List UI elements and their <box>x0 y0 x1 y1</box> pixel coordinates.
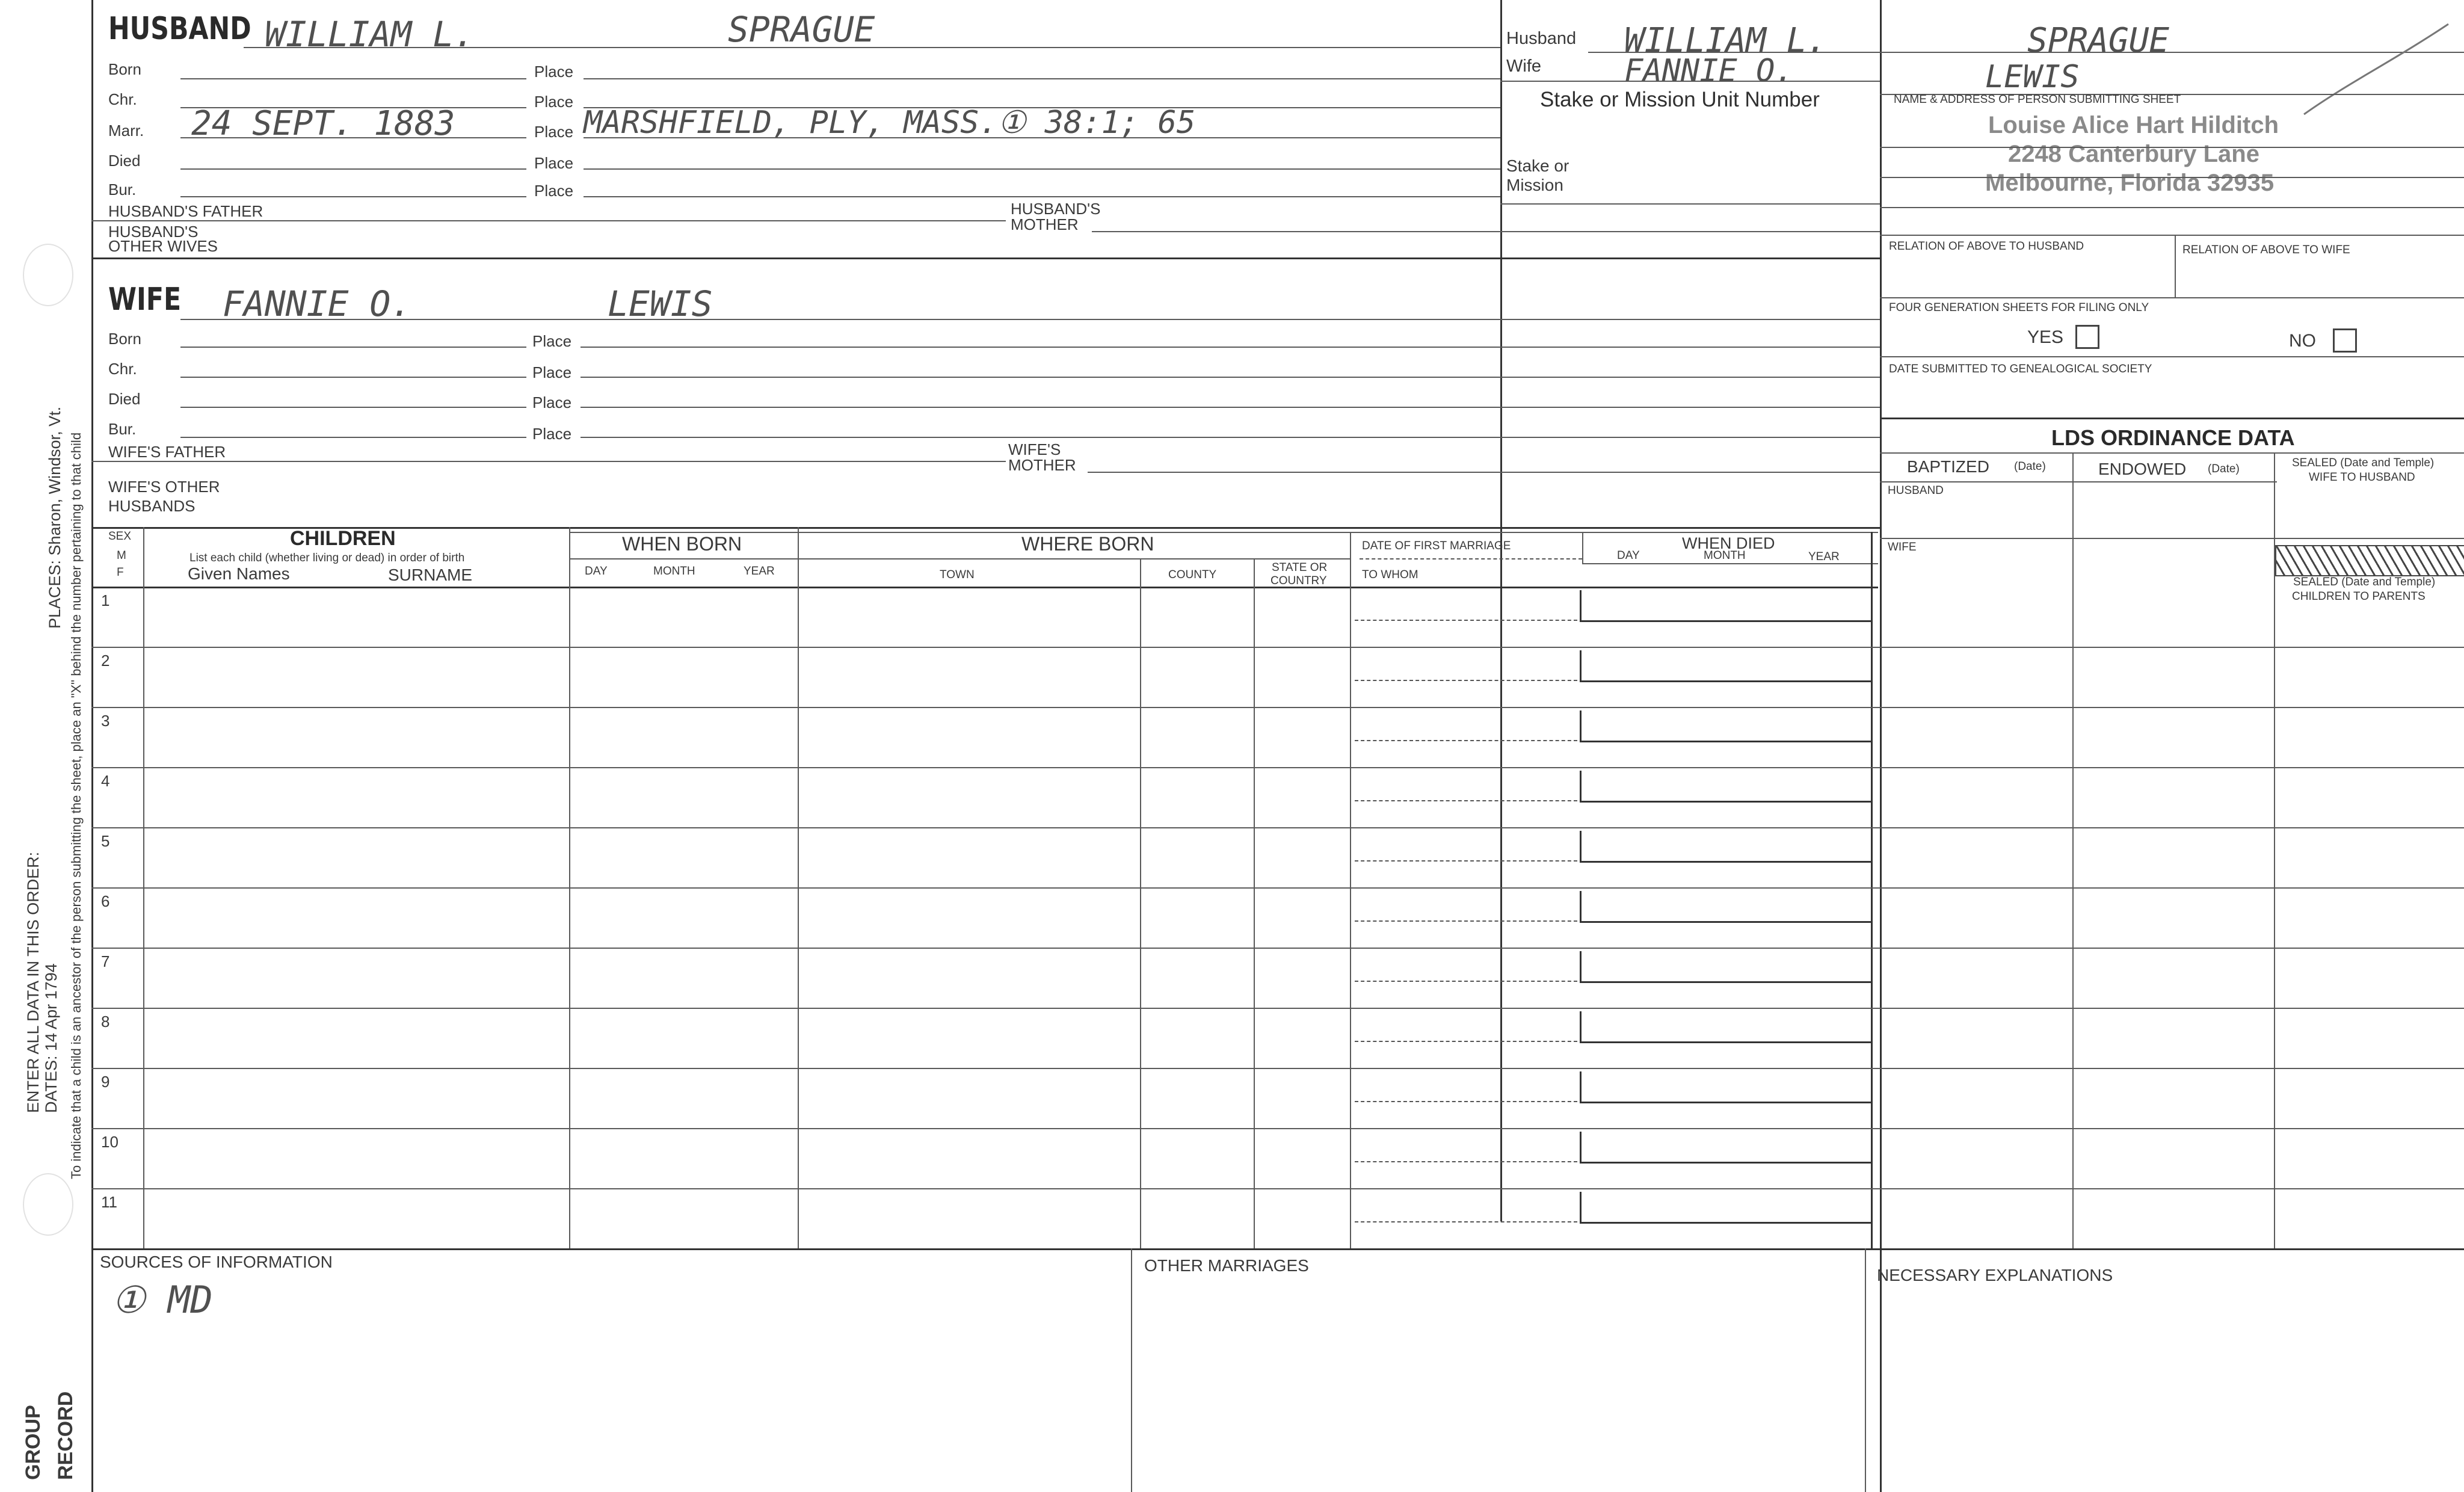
surname-label: SURNAME <box>388 566 473 584</box>
side-instruction-dates: DATES: 14 Apr 1794 <box>42 963 60 1113</box>
marriage-date-dash <box>1355 981 1577 982</box>
wife-father-line <box>91 461 1006 462</box>
binder-hole-icon <box>23 244 73 306</box>
child-row-rule <box>91 827 2464 828</box>
husband-mother-line <box>1092 231 1880 232</box>
died-box-bottom <box>1580 680 1871 682</box>
husband-marr-line <box>180 137 526 138</box>
col-died-header <box>1582 532 1583 563</box>
right-husband-given: WILLIAM L. <box>1624 21 1828 60</box>
child-row-number: 8 <box>101 1013 110 1031</box>
submitter-label: NAME & ADDRESS OF PERSON SUBMITTING SHEET <box>1894 93 2181 106</box>
born-year-label: YEAR <box>744 565 775 578</box>
endowed-label: ENDOWED <box>2098 460 2187 478</box>
died-box-left <box>1580 1132 1582 1162</box>
husband-marr-label: Marr. <box>108 122 144 140</box>
submitter-name: Louise Alice Hart Hilditch <box>1988 112 2279 138</box>
husband-born-label: Born <box>108 60 141 78</box>
wife-name-line <box>180 319 1880 320</box>
husband-other-wives-2: OTHER WIVES <box>108 237 218 255</box>
yes-label: YES <box>2027 327 2064 347</box>
died-box-bottom <box>1580 981 1871 983</box>
died-box-bottom <box>1580 1162 1871 1164</box>
child-row-number: 10 <box>101 1133 119 1151</box>
bottom-divider-1 <box>1131 1248 1132 1492</box>
child-row-number: 9 <box>101 1073 110 1091</box>
died-box-bottom <box>1580 620 1871 622</box>
child-row-rule <box>91 1008 2464 1009</box>
col-county <box>1254 558 1255 1248</box>
where-born-label: WHERE BORN <box>1021 533 1154 555</box>
relation-husband-label: RELATION OF ABOVE TO HUSBAND <box>1889 240 2084 253</box>
sex-m-label: M <box>117 549 126 562</box>
died-day-label: DAY <box>1617 549 1640 562</box>
died-box-bottom <box>1580 1102 1871 1103</box>
child-row-rule <box>91 948 2464 949</box>
submitter-line-3 <box>1880 207 2464 208</box>
husband-marriage-place: MARSHFIELD, PLY, MASS.① 38:1; 65 <box>584 105 1196 141</box>
baptized-label: BAPTIZED <box>1907 457 1989 476</box>
sealed-wife-label-2: WIFE TO HUSBAND <box>2309 471 2415 484</box>
yes-checkbox[interactable] <box>2075 325 2099 349</box>
lds-row-wife: WIFE <box>1888 541 1917 553</box>
form-title-line2: RECORD <box>54 1391 77 1480</box>
county-label: COUNTY <box>1168 569 1217 581</box>
died-box-bottom <box>1580 801 1871 803</box>
side-instruction-places: PLACES: Sharon, Windsor, Vt. <box>46 406 64 629</box>
died-box-bottom <box>1580 1041 1871 1043</box>
husband-born-place-label: Place <box>534 63 574 81</box>
died-box-left <box>1580 891 1582 921</box>
children-header-top <box>570 532 1878 533</box>
sex-label: SEX <box>108 530 132 543</box>
children-table-bottom <box>91 1248 2464 1250</box>
four-gen-bottom-line <box>1880 356 2464 357</box>
wife-bur-line <box>180 437 526 438</box>
died-box-left <box>1580 951 1582 981</box>
husband-bur-label: Bur. <box>108 180 137 199</box>
husband-bur-place-label: Place <box>534 182 574 200</box>
marriage-date-dash <box>1355 740 1577 741</box>
wife-other-husbands-2: HUSBANDS <box>108 497 196 515</box>
wife-bur-place-label: Place <box>532 425 572 443</box>
marriage-date-dash <box>1355 620 1577 621</box>
lds-top-line <box>1880 418 2464 419</box>
state-label-2: COUNTRY <box>1270 575 1327 587</box>
sources-value: ① MD <box>112 1278 213 1322</box>
husband-chr-place-label: Place <box>534 93 574 111</box>
relation-bottom-line <box>1880 297 2464 298</box>
four-gen-label: FOUR GENERATION SHEETS FOR FILING ONLY <box>1889 301 2149 314</box>
child-row-rule <box>91 647 2464 648</box>
pen-stroke-mark <box>2298 18 2454 120</box>
child-row-rule <box>91 1188 2464 1189</box>
children-header-bottom <box>91 587 1878 588</box>
stake-unit-label: Stake or Mission Unit Number <box>1540 88 1820 111</box>
right-husband-surname: SPRAGUE <box>2027 21 2170 60</box>
died-box-left <box>1580 711 1582 741</box>
sealed-children-label-1: SEALED (Date and Temple) <box>2293 576 2436 588</box>
when-died-label: WHEN DIED <box>1682 534 1775 552</box>
died-box-bottom <box>1580 861 1871 863</box>
born-day-label: DAY <box>585 565 608 578</box>
wife-born-label: Born <box>108 330 141 348</box>
endowed-date-label: (Date) <box>2208 463 2240 475</box>
died-header-split <box>1582 563 1878 564</box>
children-subheading: List each child (whether living or dead) in order of birth <box>189 552 465 564</box>
child-row-rule <box>91 1068 2464 1069</box>
where-born-split <box>798 558 1350 560</box>
lds-row-husband: HUSBAND <box>1888 484 1944 497</box>
husband-died-place-label: Place <box>534 154 574 172</box>
child-row-number: 5 <box>101 832 110 850</box>
col-state <box>1350 532 1351 1248</box>
town-label: TOWN <box>940 569 975 581</box>
husband-surname: SPRAGUE <box>728 9 875 50</box>
submitter-city: Melbourne, Florida 32935 <box>1985 170 2275 196</box>
husband-father-line <box>91 220 1006 221</box>
marriage-date-dash <box>1355 800 1577 801</box>
died-box-left <box>1580 590 1582 620</box>
stake-label-2: Mission <box>1506 176 1563 194</box>
died-box-bottom <box>1580 741 1871 742</box>
wife-born-place-line <box>581 347 1880 348</box>
died-month-label: MONTH <box>1704 549 1746 562</box>
died-box-left <box>1580 831 1582 861</box>
husband-mother-label-1: HUSBAND'S <box>1011 200 1101 218</box>
right-husband-label: Husband <box>1506 29 1577 48</box>
wife-born-place-label: Place <box>532 332 572 350</box>
other-marriages-label: OTHER MARRIAGES <box>1144 1256 1309 1275</box>
died-box-bottom <box>1580 921 1871 923</box>
husband-born-place-line <box>584 78 1500 79</box>
died-box-left <box>1580 650 1582 680</box>
husband-died-line <box>180 168 526 170</box>
wife-other-husbands-1: WIFE'S OTHER <box>108 478 220 496</box>
wife-mother-line <box>1088 472 1880 473</box>
state-label-1: STATE OR <box>1272 561 1328 574</box>
husband-father-label: HUSBAND'S FATHER <box>108 202 263 220</box>
born-month-label: MONTH <box>653 565 695 578</box>
baptized-date-label: (Date) <box>2014 460 2046 473</box>
children-heading: CHILDREN <box>290 527 396 550</box>
died-box-left <box>1580 771 1582 801</box>
child-row-number: 11 <box>101 1193 117 1211</box>
hatched-blocked-cell <box>2275 545 2464 576</box>
sex-f-label: F <box>117 566 124 579</box>
given-names-label: Given Names <box>188 564 290 583</box>
child-row-number: 4 <box>101 772 110 790</box>
sealed-children-label-2: CHILDREN TO PARENTS <box>2292 590 2426 603</box>
col-town <box>1140 558 1141 1248</box>
stake-label-1: Stake or <box>1506 156 1569 175</box>
lds-header-top <box>1880 452 2464 454</box>
wife-mother-label-2: MOTHER <box>1008 456 1076 474</box>
husband-other-wives-1: HUSBAND'S <box>108 223 199 241</box>
marriage-date-dash <box>1355 680 1577 681</box>
relation-wife-label: RELATION OF ABOVE TO WIFE <box>2182 244 2350 256</box>
lds-title: LDS ORDINANCE DATA <box>2051 425 2295 450</box>
marriage-date-dash <box>1355 1101 1577 1102</box>
died-box-bottom <box>1580 1222 1871 1224</box>
bottom-divider-2 <box>1865 1248 1866 1492</box>
wife-bur-place-line <box>581 437 1880 438</box>
husband-marr-place-label: Place <box>534 123 574 141</box>
wife-mother-label-1: WIFE'S <box>1008 440 1061 458</box>
right-wife-given: FANNIE O. <box>1624 53 1794 89</box>
left-margin-rule <box>91 0 93 1492</box>
no-label: NO <box>2289 331 2316 351</box>
husband-given-name: WILLIAM L. <box>265 14 475 55</box>
wife-heading: WIFE <box>108 282 182 318</box>
child-row-rule <box>91 767 2464 768</box>
marriage-header-dash <box>1360 558 1582 560</box>
wife-died-place-label: Place <box>532 393 572 412</box>
wife-bur-label: Bur. <box>108 420 137 438</box>
lds-header-bottom <box>1880 481 2277 482</box>
husband-born-line <box>180 78 526 79</box>
no-checkbox[interactable] <box>2333 328 2357 353</box>
stake-bottom-line <box>1500 203 1880 205</box>
lds-row-husband-bottom <box>1880 538 2464 539</box>
wife-given-name: FANNIE O. <box>223 283 412 324</box>
right-wife-label: Wife <box>1506 57 1541 76</box>
wife-born-line <box>180 347 526 348</box>
submitter-line-1 <box>1880 147 2464 148</box>
wife-chr-label: Chr. <box>108 360 137 378</box>
child-row-number: 6 <box>101 892 110 910</box>
marriage-date-dash <box>1355 1041 1577 1042</box>
husband-marr-place-line <box>584 137 1500 138</box>
relation-top-line <box>1880 235 2464 236</box>
child-row-rule <box>91 1128 2464 1129</box>
marriage-date-dash <box>1355 920 1577 922</box>
died-box-left <box>1580 1192 1582 1222</box>
col-table-right <box>1871 532 1873 1248</box>
died-box-left <box>1580 1071 1582 1102</box>
husband-died-place-line <box>584 168 1500 170</box>
child-row-rule <box>91 707 2464 708</box>
wife-chr-place-label: Place <box>532 363 572 381</box>
died-year-label: YEAR <box>1808 550 1840 563</box>
husband-section-bottom <box>91 257 1880 259</box>
wife-surname: LEWIS <box>608 283 713 324</box>
sources-label: SOURCES OF INFORMATION <box>100 1253 333 1271</box>
died-box-left <box>1580 1011 1582 1041</box>
child-row-rule <box>91 887 2464 889</box>
wife-died-line <box>180 407 526 408</box>
husband-bur-line <box>180 196 526 197</box>
husband-bur-place-line <box>584 196 1500 197</box>
child-row-number: 1 <box>101 591 110 609</box>
marriage-date-dash <box>1355 860 1577 862</box>
wife-died-label: Died <box>108 390 141 408</box>
sealed-wife-label-1: SEALED (Date and Temple) <box>2292 457 2435 469</box>
wife-died-place-line <box>581 407 1880 408</box>
submitter-street: 2248 Canterbury Lane <box>2008 141 2259 167</box>
right-wife-surname: LEWIS <box>1985 59 2080 95</box>
child-row-number: 3 <box>101 712 110 730</box>
when-born-label: WHEN BORN <box>622 533 742 555</box>
when-born-split <box>570 558 798 560</box>
wife-father-label: WIFE'S FATHER <box>108 443 226 461</box>
side-child-note: To indicate that a child is an ancestor of the person submitting the sheet, place an "X" behind the number pertaining to that child <box>69 432 84 1179</box>
column-divider <box>1500 0 1502 1221</box>
explanations-label: NECESSARY EXPLANATIONS <box>1877 1266 2113 1284</box>
husband-heading: HUSBAND <box>108 11 251 47</box>
wife-chr-place-line <box>581 377 1880 378</box>
marriage-date-dash <box>1355 1161 1577 1162</box>
form-title-line1: GROUP <box>22 1405 45 1480</box>
wife-chr-line <box>180 377 526 378</box>
side-instruction-order: ENTER ALL DATA IN THIS ORDER: <box>24 851 42 1113</box>
marriage-date-dash <box>1355 1221 1577 1222</box>
child-row-number: 2 <box>101 652 110 670</box>
husband-mother-label-2: MOTHER <box>1011 215 1079 233</box>
husband-marriage-date: 24 SEPT. 1883 <box>191 104 455 143</box>
binder-hole-icon <box>23 1173 73 1236</box>
relation-divider <box>2175 235 2176 297</box>
to-whom-label: TO WHOM <box>1362 569 1418 581</box>
submitter-line-2 <box>1880 177 2464 178</box>
first-marriage-label: DATE OF FIRST MARRIAGE <box>1362 540 1511 552</box>
husband-chr-label: Chr. <box>108 90 137 108</box>
child-row-number: 7 <box>101 952 110 970</box>
husband-died-label: Died <box>108 152 141 170</box>
date-submitted-label: DATE SUBMITTED TO GENEALOGICAL SOCIETY <box>1889 363 2152 375</box>
